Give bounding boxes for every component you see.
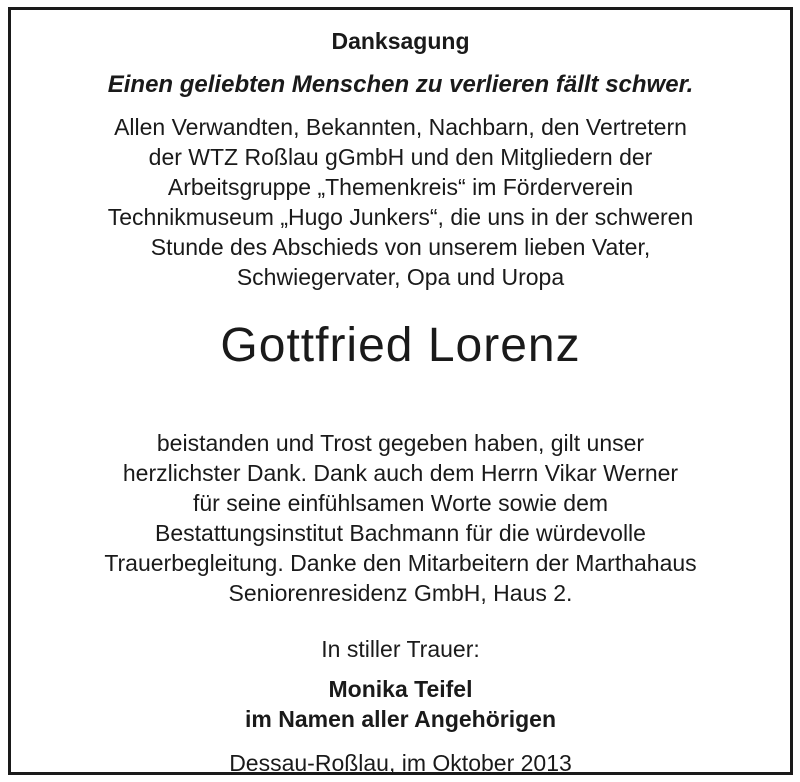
notice-heading: Danksagung	[331, 28, 470, 54]
paragraph-line: Schwiegervater, Opa und Uropa	[236, 264, 565, 290]
paragraph-line: Arbeitsgruppe „Themenkreis“ im Förderverein	[167, 174, 634, 200]
thanks-paragraph-main	[11, 428, 790, 608]
paragraph-line: beistanden und Trost gegeben haben, gilt unser	[156, 430, 645, 456]
notice-frame	[8, 7, 793, 775]
signatories	[11, 674, 790, 734]
thanks-paragraph-intro	[11, 112, 790, 292]
paragraph-line: herzlichster Dank. Dank auch dem Herrn Vikar Werner	[122, 460, 679, 486]
paragraph-line: Allen Verwandten, Bekannten, Nachbarn, den Vertretern	[114, 114, 687, 140]
paragraph-line: Technikmuseum „Hugo Junkers“, die uns in der schweren	[107, 204, 694, 230]
paragraph-line: für seine einfühlsamen Worte sowie dem	[192, 490, 609, 516]
signatory-name: Monika Teifel	[328, 676, 473, 702]
paragraph-line: Stunde des Abschieds von unserem lieben Vater,	[150, 234, 651, 260]
paragraph-line: der WTZ Roßlau gGmbH und den Mitgliedern der	[148, 144, 653, 170]
place-date: Dessau-Roßlau, im Oktober 2013	[229, 750, 572, 776]
paragraph-line: Bestattungsinstitut Bachmann für die würdevolle	[155, 520, 646, 546]
notice-subheading: Einen geliebten Menschen zu verlieren fällt schwer.	[107, 71, 694, 98]
closing-label: In stiller Trauer:	[321, 636, 480, 662]
paragraph-line: Seniorenresidenz GmbH, Haus 2.	[228, 580, 573, 606]
paragraph-line: Trauerbegleitung. Danke den Mitarbeitern der Marthahaus	[104, 550, 697, 576]
deceased-name: Gottfried Lorenz	[220, 319, 581, 372]
signatory-note: im Namen aller Angehörigen	[245, 706, 556, 732]
